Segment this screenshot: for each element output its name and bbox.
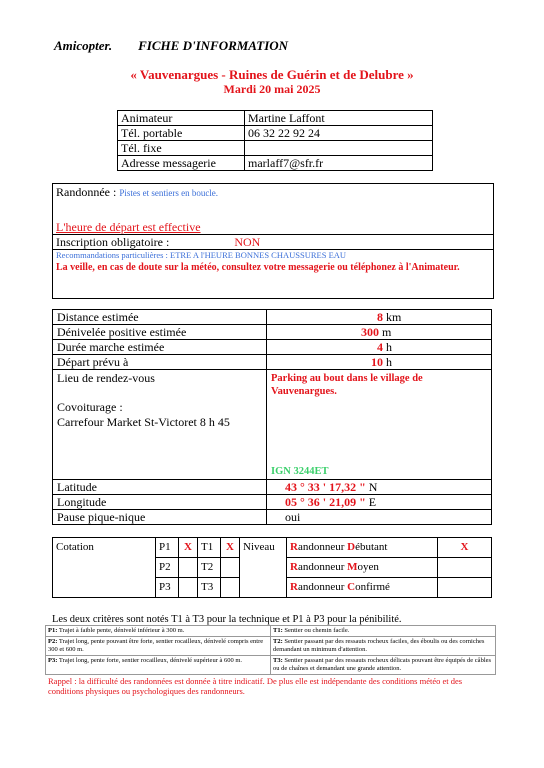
t1-mark: X bbox=[221, 538, 240, 558]
distance-label: Distance estimée bbox=[53, 310, 267, 325]
latitude-value: 43 ° 33 ' 17,32 " bbox=[285, 480, 366, 494]
level-moyen-mark bbox=[438, 558, 492, 578]
randonnee-line bbox=[56, 185, 218, 200]
contact-value: Martine Laffont bbox=[245, 111, 433, 126]
cotation-label: Cotation bbox=[53, 538, 156, 598]
level-debutant-mark: X bbox=[438, 538, 492, 558]
p3-cell: P3 bbox=[156, 578, 179, 598]
table-row bbox=[53, 538, 492, 558]
criteria-text: Trajet long, pente forte, sentier rocailleux, dénivelé supérieur à 600 m. bbox=[58, 657, 243, 664]
level-initial: M bbox=[347, 561, 358, 573]
table-row bbox=[118, 111, 433, 126]
latitude-label: Latitude bbox=[53, 480, 267, 495]
t2-mark bbox=[221, 558, 240, 578]
inscription-line bbox=[56, 235, 260, 250]
criteria-text: Sentier passant par des ressauts rocheux faciles, des éboulis ou des corniches demandant un minimum d'attention. bbox=[273, 638, 485, 653]
event-date: Mardi 20 mai 2025 bbox=[223, 82, 321, 96]
level-confirme-mark bbox=[438, 578, 492, 598]
covoit-value: Carrefour Market St-Victoret 8 h 45 bbox=[57, 415, 230, 429]
contact-value: marlaff7@sfr.fr bbox=[245, 156, 433, 171]
t3-mark bbox=[221, 578, 240, 598]
covoit-label: Covoiturage : bbox=[57, 400, 123, 414]
level-text: andonneur bbox=[297, 561, 348, 573]
level-text: oyen bbox=[357, 561, 379, 573]
level-initial: D bbox=[347, 541, 356, 553]
denivele-unit: m bbox=[382, 325, 392, 339]
recommandations: Recommandations particulières : ETRE A l'HEURE BONNES CHAUSSURES EAU bbox=[56, 250, 347, 260]
doc-title: FICHE D'INFORMATION bbox=[138, 38, 289, 53]
depart-label: Départ prévu à bbox=[53, 355, 267, 370]
denivele-value: 300 bbox=[361, 325, 379, 339]
table-row bbox=[46, 626, 496, 637]
criteria-key: T1: bbox=[273, 627, 283, 634]
level-moyen bbox=[287, 558, 438, 578]
table-row bbox=[53, 495, 492, 510]
table-row bbox=[53, 340, 492, 355]
table-row bbox=[53, 370, 492, 480]
criteria-key: P1: bbox=[48, 627, 58, 634]
niveau-label: Niveau bbox=[240, 538, 287, 598]
randonnee-box bbox=[52, 183, 494, 299]
randonnee-label: Randonnée : bbox=[56, 185, 117, 199]
duree-unit: h bbox=[386, 340, 392, 354]
ign-map-ref: IGN 3244ET bbox=[271, 466, 329, 477]
contact-label: Adresse messagerie bbox=[118, 156, 245, 171]
heure-depart-note: L'heure de départ est effective bbox=[56, 220, 201, 234]
table-row bbox=[118, 156, 433, 171]
level-text: andonneur bbox=[297, 541, 348, 553]
longitude-value: 05 ° 36 ' 21,09 " bbox=[285, 495, 366, 509]
longitude-dir: E bbox=[368, 495, 377, 509]
p1-mark: X bbox=[179, 538, 198, 558]
contact-label: Tél. fixe bbox=[118, 141, 245, 156]
level-initial: R bbox=[290, 561, 298, 573]
level-debutant bbox=[287, 538, 438, 558]
rappel-note: Rappel : la difficulté des randonnées est donnée à titre indicatif. De plus elle est indépendante des conditions météo et des conditions physiques ou psychologiques des randonneurs. bbox=[48, 676, 463, 696]
veille-note: La veille, en cas de doute sur la météo, consultez votre messagerie ou téléphonez à l'Animateur. bbox=[56, 262, 460, 273]
cotation-table bbox=[52, 537, 492, 598]
contact-label: Animateur bbox=[118, 111, 245, 126]
criteria-key: P3: bbox=[48, 657, 58, 664]
criteria-text: Sentier ou chemin facile. bbox=[284, 627, 350, 634]
randonnee-value: Pistes et sentiers en boucle. bbox=[119, 188, 219, 198]
distance-value: 8 bbox=[377, 310, 383, 324]
p2-mark bbox=[179, 558, 198, 578]
denivele-label: Dénivelée positive estimée bbox=[53, 325, 267, 340]
t3-cell: T3 bbox=[198, 578, 221, 598]
level-initial: R bbox=[290, 541, 298, 553]
table-row bbox=[53, 480, 492, 495]
p3-mark bbox=[179, 578, 198, 598]
latitude-dir: N bbox=[368, 480, 378, 494]
contact-table bbox=[117, 110, 433, 171]
contact-label: Tél. portable bbox=[118, 126, 245, 141]
p1-cell: P1 bbox=[156, 538, 179, 558]
rdv-label: Lieu de rendez-vous bbox=[57, 371, 155, 385]
contact-value: 06 32 22 92 24 bbox=[245, 126, 433, 141]
pause-value: oui bbox=[267, 510, 492, 525]
criteria-key: P2: bbox=[48, 638, 58, 645]
criteria-text: Trajet long, pente pouvant être forte, sentier rocailleux, dénivelé compris entre 300 et 600 m. bbox=[48, 638, 264, 653]
pause-label: Pause pique-nique bbox=[53, 510, 267, 525]
rdv-cell bbox=[53, 370, 267, 480]
club-name: Amicopter. bbox=[54, 38, 113, 53]
duree-value: 4 bbox=[377, 340, 383, 354]
table-row bbox=[118, 126, 433, 141]
p2-cell: P2 bbox=[156, 558, 179, 578]
t1-cell: T1 bbox=[198, 538, 221, 558]
rdv-value: Parking au bout dans le village de Vauvenargues. bbox=[271, 373, 423, 397]
longitude-label: Longitude bbox=[53, 495, 267, 510]
duree-label: Durée marche estimée bbox=[53, 340, 267, 355]
inscription-value: NON bbox=[234, 235, 261, 249]
inscription-label: Inscription obligatoire : bbox=[56, 235, 170, 249]
criteria-table bbox=[45, 625, 496, 675]
criteria-text: Sentier passant par des ressauts rocheux délicats pouvant être équipés de câbles ou de chaînes et demandant une grande attention. bbox=[273, 657, 492, 672]
level-text: andonneur bbox=[297, 581, 348, 593]
contact-value bbox=[245, 141, 433, 156]
table-row bbox=[118, 141, 433, 156]
t2-cell: T2 bbox=[198, 558, 221, 578]
level-confirme bbox=[287, 578, 438, 598]
doc-header bbox=[54, 38, 288, 54]
table-row bbox=[53, 310, 492, 325]
details-table bbox=[52, 309, 492, 525]
depart-value: 10 bbox=[371, 355, 383, 369]
table-row bbox=[46, 637, 496, 656]
table-row bbox=[46, 656, 496, 675]
depart-unit: h bbox=[386, 355, 392, 369]
table-row bbox=[53, 325, 492, 340]
table-row bbox=[53, 355, 492, 370]
table-row bbox=[53, 510, 492, 525]
criteria-key: T3: bbox=[273, 657, 283, 664]
level-text: ébutant bbox=[355, 541, 388, 553]
event-title: « Vauvenargues - Ruines de Guérin et de Delubre » bbox=[130, 67, 414, 82]
distance-unit: km bbox=[386, 310, 402, 324]
criteria-key: T2: bbox=[273, 638, 283, 645]
level-text: onfirmé bbox=[355, 581, 390, 593]
criteria-text: Trajet à faible pente, dénivelé inférieur à 300 m. bbox=[58, 627, 185, 634]
level-initial: C bbox=[347, 581, 356, 593]
level-initial: R bbox=[290, 581, 298, 593]
criteria-note: Les deux critères sont notés T1 à T3 pour la technique et P1 à P3 pour la pénibilité. bbox=[52, 614, 402, 625]
